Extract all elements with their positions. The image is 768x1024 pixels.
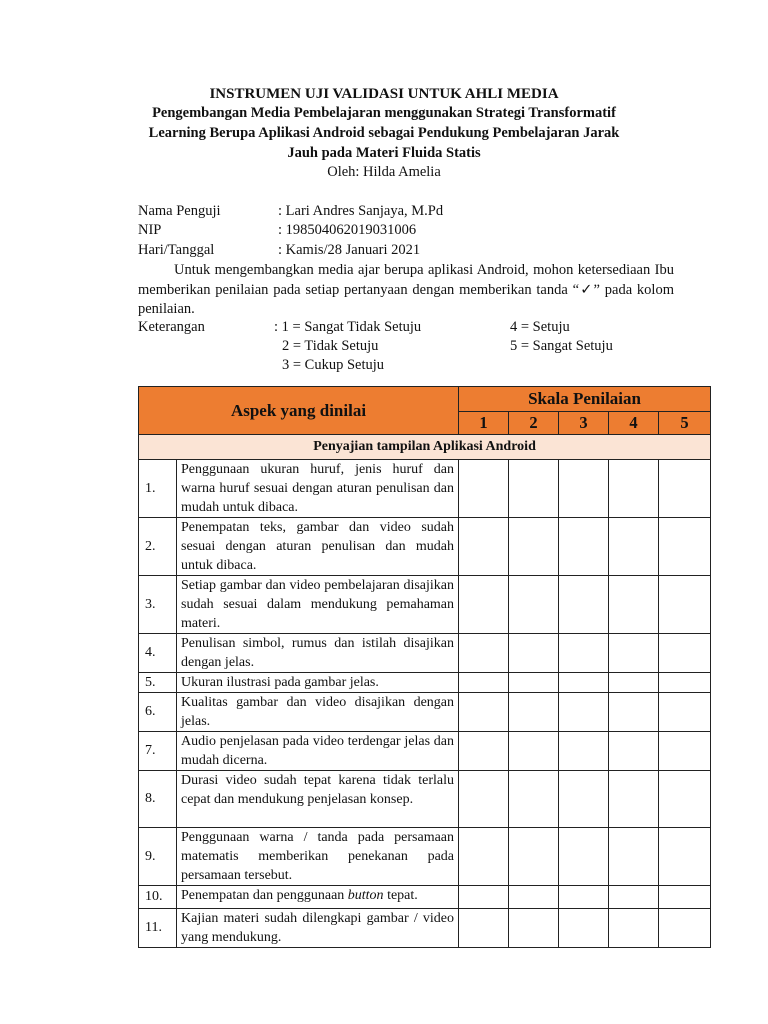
header-aspek: Aspek yang dinilai <box>139 387 459 435</box>
table-row <box>139 673 711 693</box>
rating-cell-1[interactable] <box>459 460 509 518</box>
rating-cell-3[interactable] <box>559 576 609 634</box>
rating-cell-5[interactable] <box>659 693 711 732</box>
rating-cell-1[interactable] <box>459 771 509 828</box>
rating-cell-2[interactable] <box>509 886 559 909</box>
scale-1: 1 <box>459 412 509 435</box>
rating-cell-3[interactable] <box>559 673 609 693</box>
scale-5: 5 <box>659 412 711 435</box>
row-number: 6. <box>139 693 177 732</box>
author-line: Oleh: Hilda Amelia <box>327 164 441 180</box>
rating-cell-3[interactable] <box>559 634 609 673</box>
row-description: Setiap gambar dan video pembelajaran disajikan sudah sesuai dalam mendukung pemahaman materi. <box>177 576 459 634</box>
row-number: 3. <box>139 576 177 634</box>
section-title: Penyajian tampilan Aplikasi Android <box>139 435 711 460</box>
row-description: Penggunaan warna / tanda pada persamaan matematis memberikan penekanan pada persamaan tersebut. <box>177 828 459 886</box>
row-text-before: Penempatan dan penggunaan <box>181 888 348 903</box>
rating-cell-4[interactable] <box>609 460 659 518</box>
table-row <box>139 909 711 948</box>
rating-cell-4[interactable] <box>609 771 659 828</box>
scale-4: 4 <box>609 412 659 435</box>
rating-cell-4[interactable] <box>609 886 659 909</box>
row-number: 5. <box>139 673 177 693</box>
row-number: 4. <box>139 634 177 673</box>
scale-3: 3 <box>559 412 609 435</box>
row-description: Audio penjelasan pada video terdengar jelas dan mudah dicerna. <box>177 732 459 771</box>
rating-cell-2[interactable] <box>509 673 559 693</box>
rating-cell-3[interactable] <box>559 693 609 732</box>
subtitle-line-3: Jauh pada Materi Fluida Statis <box>287 145 481 161</box>
row-description: Penggunaan ukuran huruf, jenis huruf dan warna huruf sesuai dengan aturan penulisan dan mudah untuk dibaca. <box>177 460 459 518</box>
rating-cell-2[interactable] <box>509 460 559 518</box>
row-description: Penempatan teks, gambar dan video sudah sesuai dengan aturan penulisan dan mudah untuk dibaca. <box>177 518 459 576</box>
rating-cell-2[interactable] <box>509 828 559 886</box>
rating-cell-1[interactable] <box>459 886 509 909</box>
nip-label: NIP <box>138 222 162 238</box>
rating-cell-1[interactable] <box>459 518 509 576</box>
rating-cell-3[interactable] <box>559 732 609 771</box>
keterangan-label: Keterangan <box>138 319 205 335</box>
header-skala: Skala Penilaian <box>459 387 711 412</box>
keterangan-item-3: 3 = Cukup Setuju <box>282 357 385 373</box>
table-row <box>139 828 711 886</box>
table-row <box>139 634 711 673</box>
rating-cell-4[interactable] <box>609 576 659 634</box>
rating-cell-5[interactable] <box>659 673 711 693</box>
hari-label: Hari/Tanggal <box>138 242 215 258</box>
rating-cell-1[interactable] <box>459 828 509 886</box>
rating-cell-2[interactable] <box>509 518 559 576</box>
row-description: Kualitas gambar dan video disajikan dengan jelas. <box>177 693 459 732</box>
subtitle-line-2: Learning Berupa Aplikasi Android sebagai Pendukung Pembelajaran Jarak <box>148 125 620 141</box>
keterangan-item-2: 2 = Tidak Setuju <box>282 338 379 354</box>
table-row <box>139 693 711 732</box>
nama-label: Nama Penguji <box>138 203 221 219</box>
nama-value: : Lari Andres Sanjaya, M.Pd <box>278 203 444 219</box>
rating-cell-4[interactable] <box>609 518 659 576</box>
row-description: Ukuran ilustrasi pada gambar jelas. <box>177 673 459 693</box>
rating-cell-2[interactable] <box>509 576 559 634</box>
rating-cell-5[interactable] <box>659 828 711 886</box>
table-row <box>139 576 711 634</box>
row-number: 11. <box>139 909 177 948</box>
rating-cell-5[interactable] <box>659 732 711 771</box>
subtitle-line-1: Pengembangan Media Pembelajaran menggunakan Strategi Transformatif <box>152 105 616 121</box>
table-row <box>139 771 711 828</box>
rating-cell-2[interactable] <box>509 732 559 771</box>
rating-cell-5[interactable] <box>659 634 711 673</box>
assessment-table <box>138 386 711 948</box>
rating-cell-5[interactable] <box>659 518 711 576</box>
rating-cell-4[interactable] <box>609 673 659 693</box>
rating-cell-1[interactable] <box>459 732 509 771</box>
instructions-paragraph: Untuk mengembangkan media ajar berupa aplikasi Android, mohon ketersediaan Ibu memberikan penilaian pada setiap pertanyaan dengan memberikan tanda “✓” pada kolom penilaian. <box>138 262 674 317</box>
rating-cell-3[interactable] <box>559 771 609 828</box>
row-number: 1. <box>139 460 177 518</box>
document-title: INSTRUMEN UJI VALIDASI UNTUK AHLI MEDIA <box>209 86 559 102</box>
row-number: 8. <box>139 771 177 828</box>
rating-cell-1[interactable] <box>459 576 509 634</box>
row-description: Durasi video sudah tepat karena tidak terlalu cepat dan mendukung penjelasan konsep. <box>177 771 459 828</box>
rating-cell-5[interactable] <box>659 460 711 518</box>
scale-2: 2 <box>509 412 559 435</box>
row-description: Kajian materi sudah dilengkapi gambar / video yang mendukung. <box>177 909 459 948</box>
rating-cell-1[interactable] <box>459 693 509 732</box>
rating-cell-2[interactable] <box>509 693 559 732</box>
rating-cell-2[interactable] <box>509 909 559 948</box>
rating-cell-4[interactable] <box>609 693 659 732</box>
row-number: 10. <box>139 886 177 909</box>
hari-value: : Kamis/28 Januari 2021 <box>278 242 421 258</box>
keterangan-item-1: : 1 = Sangat Tidak Setuju <box>274 319 422 335</box>
rating-cell-3[interactable] <box>559 460 609 518</box>
rating-cell-4[interactable] <box>609 828 659 886</box>
row-text-italic: button <box>347 888 384 903</box>
rating-cell-3[interactable] <box>559 886 609 909</box>
table-row <box>139 518 711 576</box>
rating-cell-5[interactable] <box>659 909 711 948</box>
nip-value: : 198504062019031006 <box>278 222 417 238</box>
rating-cell-1[interactable] <box>459 634 509 673</box>
row-description: Penulisan simbol, rumus dan istilah disajikan dengan jelas. <box>177 634 459 673</box>
table-row <box>139 886 711 909</box>
rating-cell-3[interactable] <box>559 828 609 886</box>
rating-cell-2[interactable] <box>509 771 559 828</box>
keterangan-item-4: 4 = Setuju <box>510 319 570 335</box>
rating-cell-4[interactable] <box>609 909 659 948</box>
rating-cell-5[interactable] <box>659 771 711 828</box>
rating-cell-1[interactable] <box>459 909 509 948</box>
table-row <box>139 732 711 771</box>
rating-cell-3[interactable] <box>559 518 609 576</box>
rating-cell-2[interactable] <box>509 634 559 673</box>
row-description <box>177 886 459 909</box>
rating-cell-1[interactable] <box>459 673 509 693</box>
rating-cell-3[interactable] <box>559 909 609 948</box>
row-number: 2. <box>139 518 177 576</box>
rating-cell-4[interactable] <box>609 732 659 771</box>
row-text-after: tepat. <box>383 888 418 903</box>
row-number: 9. <box>139 828 177 886</box>
row-number: 7. <box>139 732 177 771</box>
rating-cell-5[interactable] <box>659 576 711 634</box>
rating-cell-5[interactable] <box>659 886 711 909</box>
table-row <box>139 460 711 518</box>
keterangan-item-5: 5 = Sangat Setuju <box>510 338 613 354</box>
rating-cell-4[interactable] <box>609 634 659 673</box>
